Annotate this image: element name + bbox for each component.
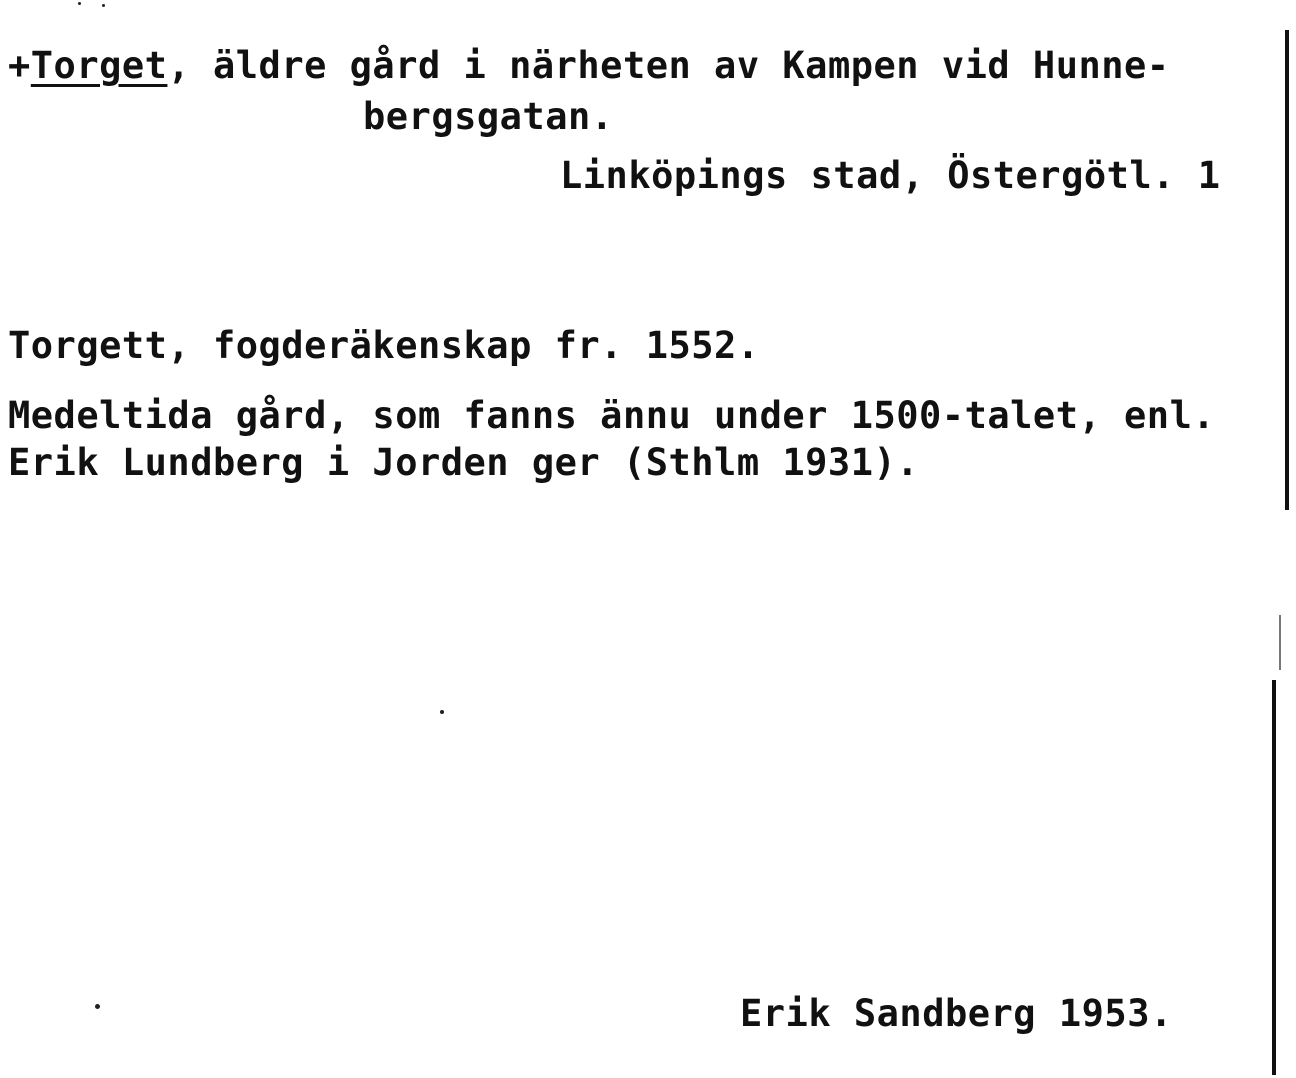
ink-speck xyxy=(95,1004,100,1009)
ink-speck xyxy=(78,2,81,5)
entry-headword: Torget xyxy=(30,44,168,87)
entry-first-line xyxy=(8,46,1170,86)
note-line-2: Erik Lundberg i Jorden ger (Sthlm 1931). xyxy=(8,441,920,484)
source-line: Torgett, fogderäkenskap fr. 1552. xyxy=(8,324,760,367)
entry-description-part1: , äldre gård i närheten av Kampen vid Hunne- xyxy=(167,44,1170,87)
location-line: Linköpings stad, Östergötl. 1 xyxy=(560,154,1221,197)
note-line-1: Medeltida gård, som fanns ännu under 1500-talet, enl. xyxy=(8,394,1216,437)
ink-speck xyxy=(440,710,444,714)
card-edge-rule-bottom xyxy=(1272,680,1276,1075)
card-edge-rule-faint xyxy=(1279,615,1281,670)
signature: Erik Sandberg 1953. xyxy=(740,992,1173,1035)
entry-description-part2: bergsgatan. xyxy=(363,95,614,138)
card-edge-rule-top xyxy=(1285,30,1289,510)
ink-speck xyxy=(102,4,105,7)
entry-prefix: + xyxy=(8,44,31,87)
